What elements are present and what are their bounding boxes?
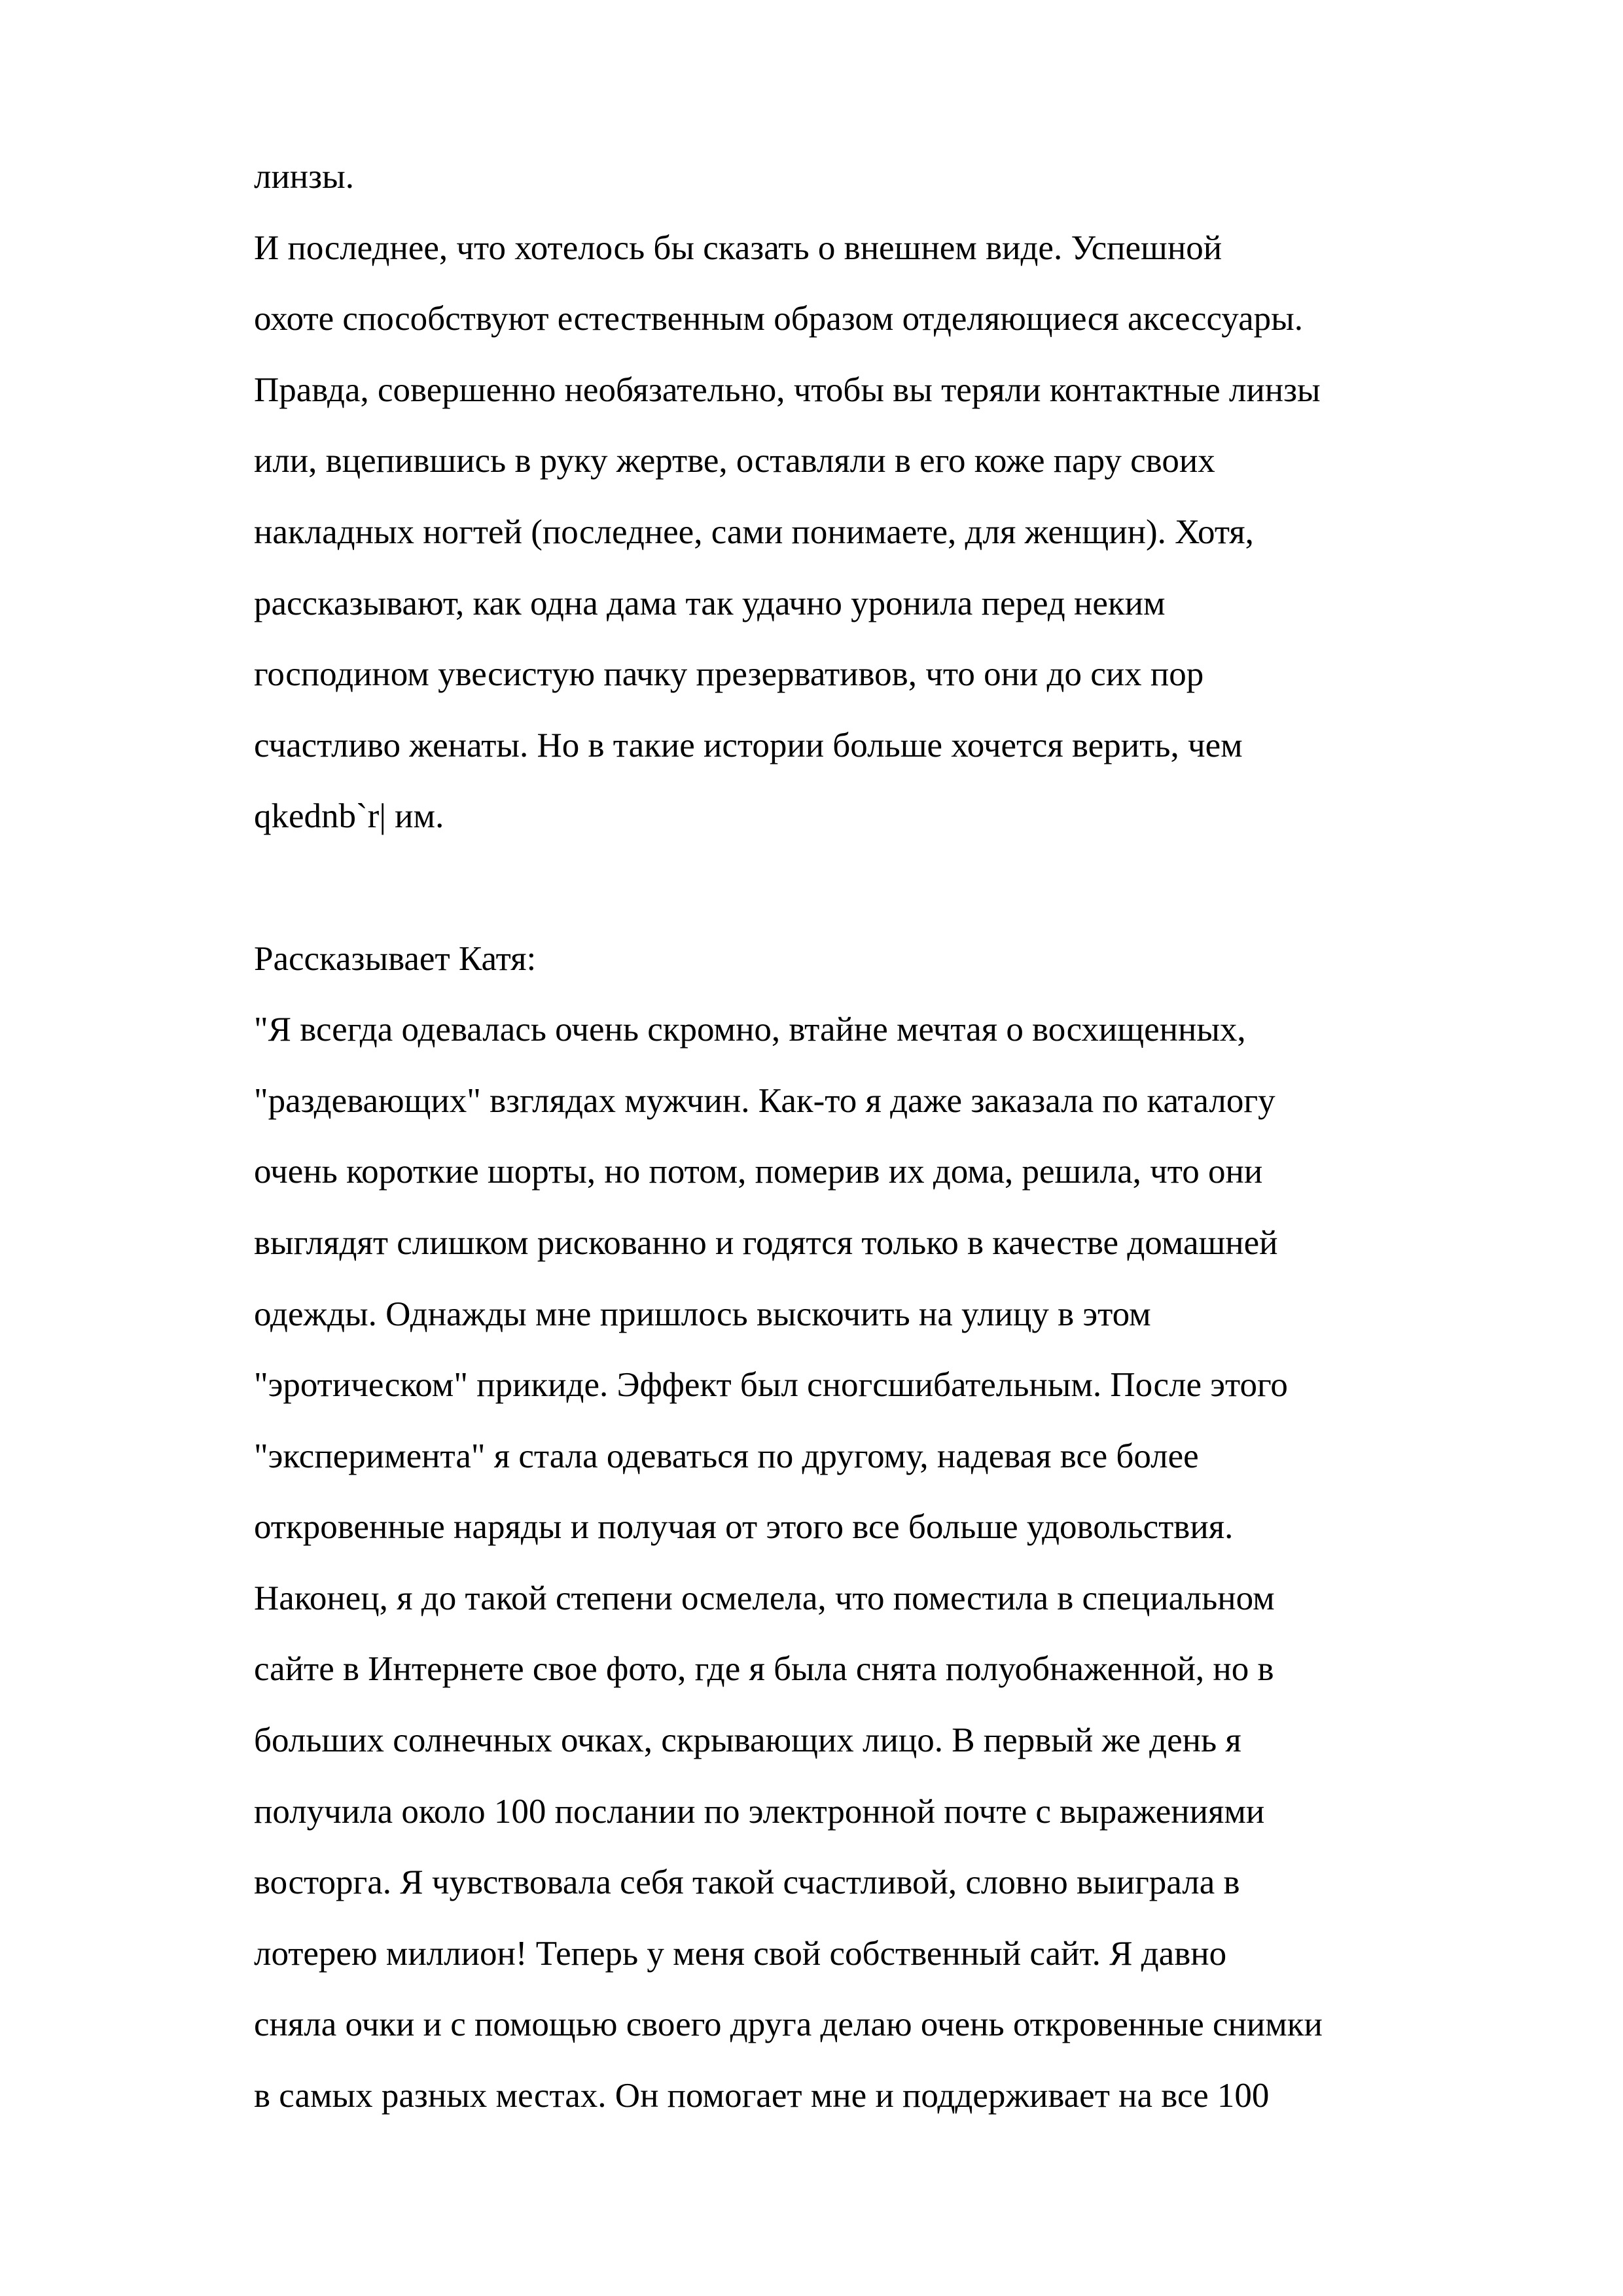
- text-line: рассказывают, как одна дама так удачно уронила перед неким: [254, 584, 1166, 622]
- text-line: очень короткие шорты, но потом, померив их дома, решила, что они: [254, 1153, 1263, 1191]
- text-line: одежды. Однажды мне пришлось выскочить на улицу в этом: [254, 1295, 1151, 1333]
- text-line: господином увесистую пачку презервативов, что они до сих пор: [254, 655, 1204, 694]
- text-line: сняла очки и с помощью своего друга делаю очень откровенные снимки: [254, 2005, 1323, 2044]
- text-line: лотерею миллион! Теперь у меня свой собственный сайт. Я давно: [254, 1934, 1227, 1973]
- text-line: откровенные наряды и получая от этого все больше удовольствия.: [254, 1508, 1234, 1547]
- text-line: "раздевающих" взглядах мужчин. Как-то я даже заказала по каталогу: [254, 1081, 1275, 1120]
- text-line: Правда, совершенно необязательно, чтобы вы теряли контактные линзы: [254, 370, 1321, 409]
- text-line: больших солнечных очках, скрывающих лицо. В первый же день я: [254, 1721, 1241, 1760]
- text-line: или, вцепившись в руку жертве, оставляли в его коже пару своих: [254, 442, 1215, 480]
- text-line: получила около 100 послании по электронной почте с выражениями: [254, 1792, 1265, 1831]
- text-line: сайте в Интернете свое фото, где я была снята полуобнаженной, но в: [254, 1650, 1274, 1689]
- text-line: Наконец, я до такой степени осмелела, что поместила в специальном: [254, 1579, 1275, 1617]
- text-line: "эксперимента" я стала одеваться по другому, надевая все более: [254, 1437, 1199, 1475]
- text-line: накладных ногтей (последнее, сами понимаете, для женщин). Хотя,: [254, 512, 1254, 551]
- text-line: восторга. Я чувствовала себя такой счастливой, словно выиграла в: [254, 1863, 1240, 1902]
- text-line: qkednb`r| им.: [254, 797, 444, 836]
- text-line: "эротическом" прикиде. Эффект был сногсшибательным. После этого: [254, 1366, 1288, 1405]
- text-line: в самых разных местах. Он помогает мне и поддерживает на все 100: [254, 2077, 1270, 2115]
- text-line: [254, 852, 1597, 924]
- text-line: "Я всегда одевалась очень скромно, втайне мечтая о восхищенных,: [254, 1011, 1246, 1049]
- text-line: выглядят слишком рискованно и годятся только в качестве домашней: [254, 1223, 1278, 1262]
- text-line: Рассказывает Катя:: [254, 939, 537, 978]
- text-line: охоте способствуют естественным образом отделяющиеся аксессуары.: [254, 300, 1303, 338]
- text-line: счастливо женаты. Но в такие истории больше хочется верить, чем: [254, 726, 1243, 764]
- text-line: линзы.: [254, 158, 354, 196]
- document-text: [254, 141, 1597, 2132]
- text-line: И последнее, что хотелось бы сказать о внешнем виде. Успешной: [254, 228, 1222, 267]
